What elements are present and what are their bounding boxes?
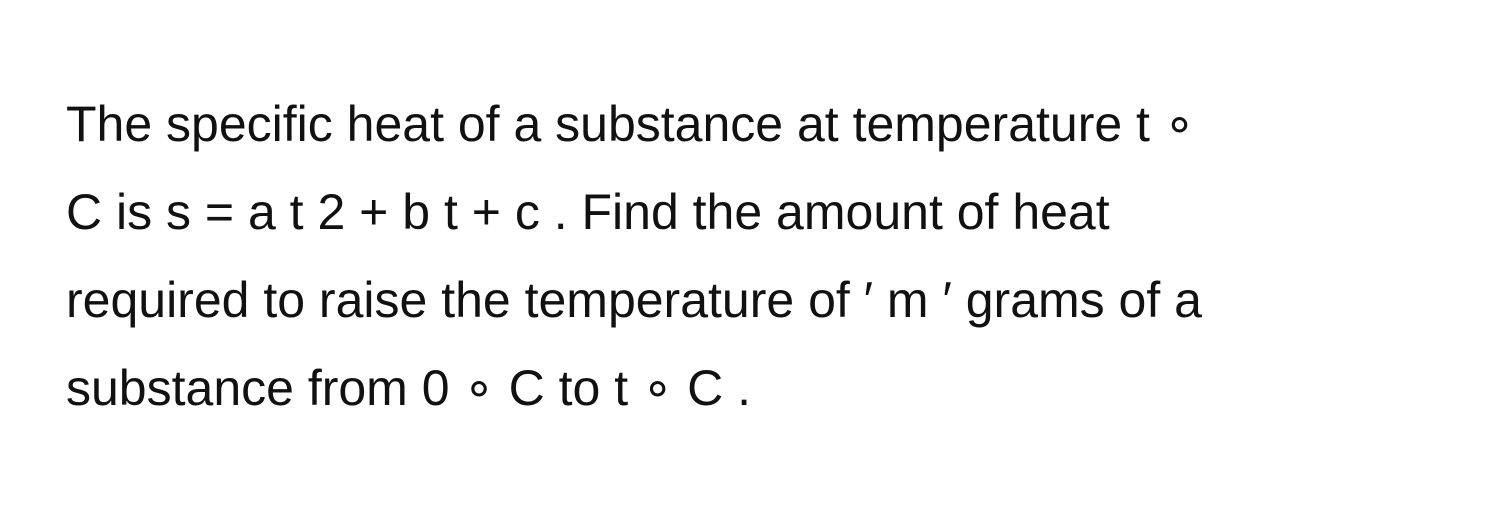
question-line-3: required to raise the temperature of ′ m ′ grams of a <box>66 272 1202 328</box>
question-line-2: C is s = a t 2 + b t + c . Find the amount of heat <box>66 184 1110 240</box>
question-line-1: The specific heat of a substance at temperature t ∘ <box>66 96 1196 152</box>
question-text <box>66 80 1456 432</box>
question-line-4: substance from 0 ∘ C to t ∘ C . <box>66 360 752 416</box>
